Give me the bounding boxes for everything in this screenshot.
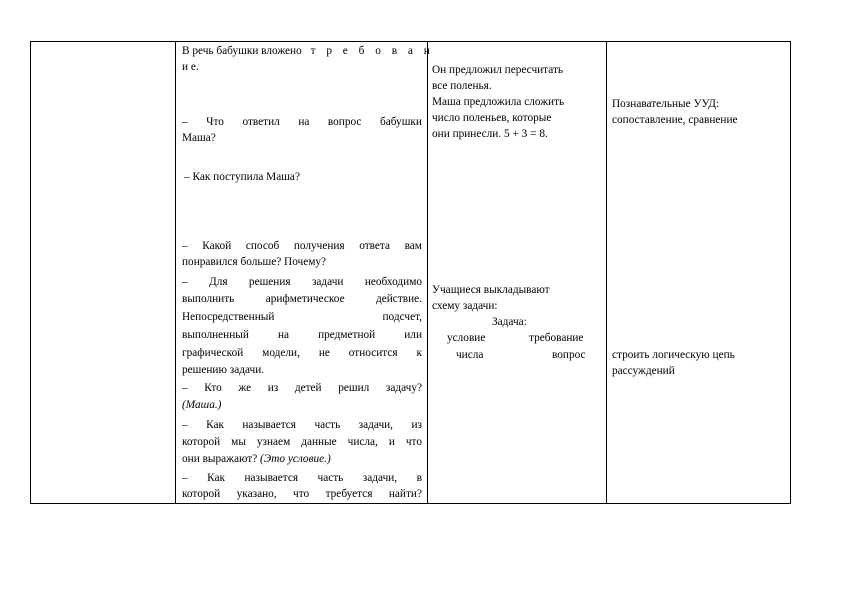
word: решения: [248, 276, 291, 288]
word: и: [388, 436, 395, 448]
word: что: [293, 488, 310, 500]
scheme-question: вопрос: [552, 349, 586, 361]
text-line: решению задачи.: [182, 364, 265, 376]
word: –: [182, 382, 188, 394]
word: мы: [231, 436, 246, 448]
word: из: [267, 382, 279, 394]
word: или: [404, 329, 422, 341]
word: выполнить: [182, 293, 235, 305]
word: задачи,: [362, 472, 398, 484]
text-line: они принесли. 5 + 3 = 8.: [432, 128, 548, 140]
word: на: [298, 116, 310, 128]
text-line: [182, 310, 422, 325]
word: на: [277, 329, 290, 341]
text-line: [182, 328, 422, 343]
text-line: строить логическую цепь: [612, 349, 735, 361]
text-line: [182, 487, 422, 502]
table-row: [31, 42, 791, 504]
word: получения: [293, 240, 345, 252]
text-line: [182, 346, 422, 361]
word: часть: [314, 419, 341, 431]
word: ответил: [242, 116, 280, 128]
empty-cell: [31, 42, 176, 504]
question-what-answered: [182, 115, 422, 130]
text-line: рассуждений: [612, 365, 675, 377]
question-how-acted: – Как поступила Маша?: [184, 171, 300, 183]
word: графической: [182, 347, 244, 359]
word: узнаем: [256, 436, 291, 448]
word: Как: [206, 419, 224, 431]
text-line: сопоставление, сравнение: [612, 114, 738, 126]
text-line: Он предложил пересчитать: [432, 64, 564, 76]
word: в: [416, 472, 422, 484]
word: –: [182, 472, 188, 484]
word: выполненный: [182, 329, 249, 341]
text-line: [182, 44, 434, 59]
word: действие.: [376, 293, 422, 305]
question-condition: [182, 418, 422, 433]
text-fragment: они выражают?: [182, 453, 258, 465]
word: же: [238, 382, 252, 394]
word: которой: [182, 436, 221, 448]
text-line: понравился больше? Почему?: [182, 256, 327, 268]
text-line: все поленья.: [432, 80, 492, 92]
word: Непосредственный: [182, 311, 275, 323]
italic-answer: (Это условие.): [260, 453, 331, 465]
word: модели,: [262, 347, 300, 359]
teacher-questions-cell: [176, 42, 434, 504]
word: арифметическое: [265, 293, 345, 305]
text-line: схему задачи:: [432, 300, 498, 312]
italic-answer: (Маша.): [182, 399, 222, 411]
word: Что: [206, 116, 224, 128]
statement-arithmetic: [182, 275, 422, 290]
word: способ: [245, 240, 280, 252]
question-which-method: [182, 239, 422, 254]
word: числа,: [347, 436, 378, 448]
word: данные: [301, 436, 337, 448]
scheme-requirement: требование: [529, 332, 584, 344]
student-answers-cell: [428, 42, 607, 504]
word: к: [416, 347, 422, 359]
word: бабушки: [379, 116, 422, 128]
word: Для: [209, 276, 228, 288]
word: указано,: [236, 488, 277, 500]
scheme-condition: условие: [447, 332, 486, 344]
text-line: число поленьев, которые: [432, 112, 552, 124]
word: Как: [207, 472, 225, 484]
word: называется: [242, 419, 297, 431]
word: не: [318, 347, 330, 359]
text-fragment: В речь бабушки вложено: [182, 45, 302, 57]
text-line: Познавательные УУД:: [612, 98, 720, 110]
scheme-numbers: числа: [456, 349, 484, 361]
word: детей: [294, 382, 322, 394]
word: из: [411, 419, 422, 431]
text-line: и е.: [182, 61, 199, 73]
word: подсчет,: [382, 311, 422, 323]
text-line: [182, 452, 331, 467]
word: относится: [348, 347, 398, 359]
word: решил: [338, 382, 370, 394]
text-line: [182, 435, 422, 450]
word: задачу?: [385, 382, 422, 394]
word: –: [182, 116, 188, 128]
word: необходимо: [364, 276, 422, 288]
scheme-title: Задача:: [492, 316, 527, 328]
word: задачи: [311, 276, 344, 288]
text-line: Маша предложила сложить: [432, 96, 565, 108]
question-who-solved: [182, 381, 422, 396]
word: которой: [182, 488, 221, 500]
word: ответа: [359, 240, 391, 252]
word: задачи,: [358, 419, 394, 431]
word: –: [182, 419, 188, 431]
word: предметной: [318, 329, 376, 341]
spaced-text: т р е б о в а н: [310, 45, 434, 57]
lesson-table: [30, 41, 791, 504]
question-requirement: [182, 471, 422, 486]
word: вопрос: [327, 116, 362, 128]
uud-cell: [607, 42, 791, 504]
text-line: Учащиеся выкладывают: [432, 284, 550, 296]
word: называется: [244, 472, 299, 484]
text-line: Маша?: [182, 132, 216, 144]
word: часть: [317, 472, 344, 484]
text-line: [182, 292, 422, 307]
word: вам: [404, 240, 422, 252]
word: Кто: [204, 382, 222, 394]
word: найти?: [388, 488, 422, 500]
word: требуется: [325, 488, 373, 500]
word: –: [182, 240, 188, 252]
word: Какой: [202, 240, 232, 252]
word: что: [405, 436, 422, 448]
word: –: [182, 276, 188, 288]
